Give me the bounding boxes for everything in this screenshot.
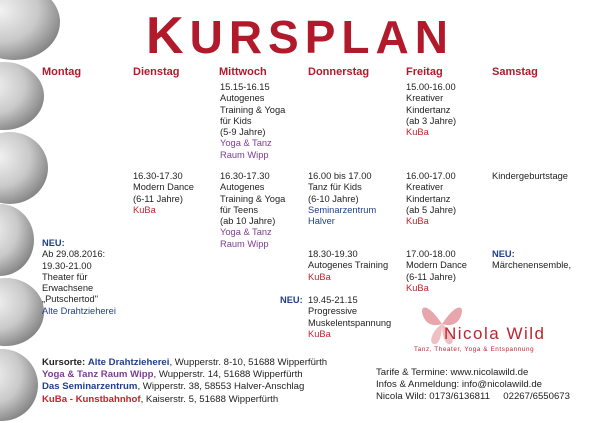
course-samstag-2: NEU: Märchenensemble,	[492, 249, 572, 271]
day-header-freitag: Freitag	[406, 66, 443, 78]
course-montag-1: NEU: Ab 29.08.2016: 19.30-21.00 Theater für Erwachsene „Putschertod" Alte Drahtzieherei	[42, 238, 116, 316]
locations-list	[42, 357, 327, 406]
course-dienstag-1: 16.30-17.30 Modern Dance (6-11 Jahre) KuBa	[133, 171, 194, 215]
course-donnerstag-2: 18.30-19.30 Autogenes Training KuBa	[308, 249, 389, 282]
logo-tagline: Tanz, Theater, Yoga & Entspannung	[414, 346, 535, 353]
location-row: KuBa - Kunstbahnhof, Kaiserstr. 5, 51688 Wipperfürth	[42, 393, 279, 405]
course-samstag-1: Kindergeburtstage	[492, 171, 568, 181]
page-title: KURSPLAN	[146, 7, 454, 65]
course-donnerstag-3: 19.45-21.15 Progressive Muskelentspannung KuBa	[308, 295, 392, 339]
day-header-dienstag: Dienstag	[133, 66, 180, 78]
course-freitag-2: 16.00-17.00 Kreativer Kindertanz (ab 5 Jahre) KuBa	[406, 171, 457, 227]
course-mittwoch-2: 16.30-17.30 Autogenes Training & Yoga für Teens (ab 10 Jahre) Yoga & Tanz Raum Wipp	[220, 171, 286, 249]
location-row: Kursorte: Alte Drahtzieherei, Wupperstr. 8-10, 51688 Wipperfürth	[42, 357, 328, 368]
course-mittwoch-1: 15.15-16.15 Autogenes Training & Yoga für Kids (5-9 Jahre) Yoga & Tanz Raum Wipp	[220, 82, 286, 160]
course-freitag-1: 15.00-16.00 Kreativer Kindertanz (ab 3 Jahre) KuBa	[406, 82, 457, 138]
location-row: Das Seminarzentrum, Wipperstr. 38, 58553 Halver-Anschlag	[42, 381, 305, 393]
course-donnerstag-1: 16.00 bis 17.00 Tanz für Kids (6-10 Jahre) Seminarzentrum Halver	[308, 171, 377, 227]
day-header-donnerstag: Donnerstag	[308, 66, 370, 78]
logo-name: Nicola Wild	[444, 324, 546, 343]
new-badge: NEU:	[280, 295, 303, 305]
course-freitag-3: 17.00-18.00 Modern Dance (6-11 Jahre) KuBa	[406, 249, 467, 293]
day-header-montag: Montag	[42, 66, 82, 78]
location-row: Yoga & Tanz Raum Wipp, Wupperstr. 14, 51688 Wipperfürth	[42, 369, 303, 381]
day-header-samstag: Samstag	[492, 66, 538, 78]
contact-info: Tarife & Termine: www.nicolawild.de Infos & Anmeldung: info@nicolawild.de Nicola Wild: 0173/6136811 02267/6550673	[376, 367, 570, 403]
day-header-mittwoch: Mittwoch	[219, 66, 267, 78]
